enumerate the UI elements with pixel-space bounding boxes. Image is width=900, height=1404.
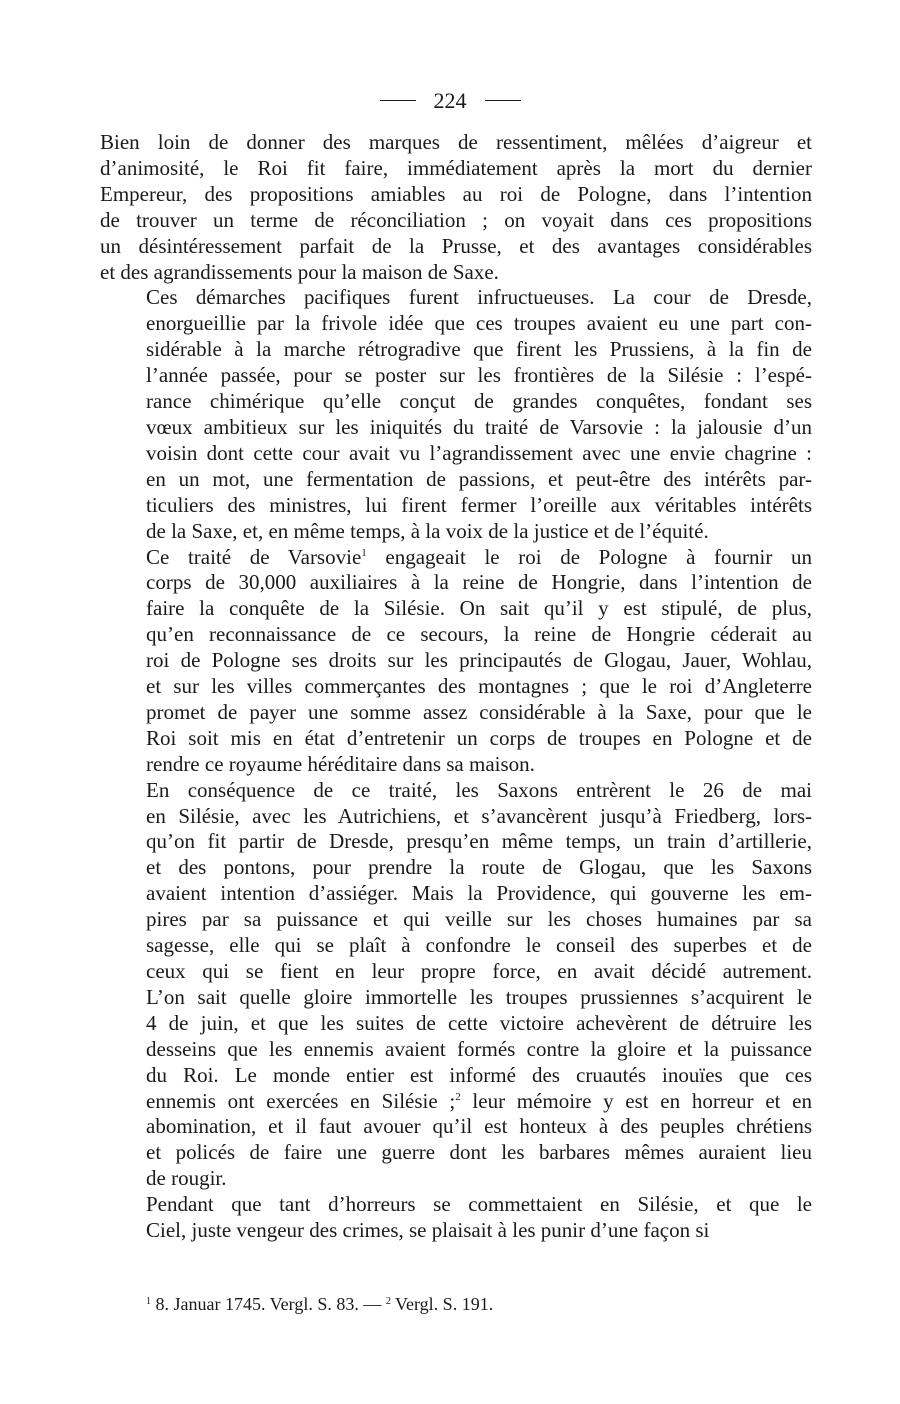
header-dash-right <box>485 100 521 101</box>
text-line: En conséquence de ce traité, les Saxons entrèrent le 26 de mai <box>146 777 812 802</box>
text-line: du Roi. Le monde entier est informé des cruautés inouïes que ces <box>146 1062 812 1087</box>
text-line: Ciel, juste vengeur des crimes, se plaisait à les punir d’une façon si <box>146 1218 710 1243</box>
text-line: d’animosité, le Roi fit faire, immédiatement après la mort du dernier <box>100 155 812 180</box>
footnotes <box>146 1292 493 1316</box>
text-line: sidérable à la marche rétrogradive que firent les Prussiens, à la fin de <box>146 337 812 362</box>
footnote-1: 8. Januar 1745. Vergl. S. 83. — <box>155 1294 382 1314</box>
text-line: sagesse, elle qui se plaît à confondre le conseil des superbes et de <box>146 933 812 958</box>
paragraph <box>100 285 812 544</box>
text-line: roi de Pologne ses droits sur les principautés de Glogau, Jauer, Wohlau, <box>146 648 812 673</box>
text-line: abomination, et il faut avouer qu’il est honteux à des peuples chrétiens <box>146 1114 812 1139</box>
text-line: enorgueillie par la frivole idée que ces troupes avaient eu une part con- <box>146 311 812 336</box>
footnote-ref: 1 <box>361 546 367 559</box>
paragraph <box>100 1192 812 1244</box>
text-line: en un mot, une fermentation de passions, et peut-être des intérêts par- <box>146 466 812 491</box>
body-text <box>100 130 812 1244</box>
text-line: Pendant que tant d’horreurs se commettaient en Silésie, et que le <box>146 1192 812 1217</box>
text-line: ennemis ont exercées en Silésie ;$^2$ leur mémoire y est en horreur et en <box>146 1088 812 1113</box>
text-line: L’on sait quelle gloire immortelle les troupes prussiennes s’acquirent le <box>146 984 812 1009</box>
header-dash-left <box>380 100 416 101</box>
text-line: et des pontons, pour prendre la route de Glogau, que les Saxons <box>146 855 812 880</box>
text-line: promet de payer une somme assez considérable à la Saxe, pour que le <box>146 699 812 724</box>
text-line: rance chimérique qu’elle conçut de grandes conquêtes, fondant ses <box>146 389 812 414</box>
text-line: de rougir. <box>146 1166 227 1191</box>
text-line: faire la conquête de la Silésie. On sait qu’il y est stipulé, de plus, <box>146 596 812 621</box>
text-line: ticuliers des ministres, lui firent fermer l’oreille aux véritables intérêts <box>146 492 812 517</box>
text-line: Ces démarches pacifiques furent infructueuses. La cour de Dresde, <box>146 285 812 310</box>
text-line: rendre ce royaume héréditaire dans sa maison. <box>146 751 535 776</box>
text-line: vœux ambitieux sur les iniquités du traité de Varsovie : la jalousie d’un <box>146 414 812 439</box>
paragraph <box>100 545 812 778</box>
text-line: de la Saxe, et, en même temps, à la voix de la justice et de l’équité. <box>146 518 709 543</box>
text-line: de trouver un terme de réconciliation ; on voyait dans ces propositions <box>100 207 812 232</box>
text-line: voisin dont cette cour avait vu l’agrandissement avec une envie chagrine : <box>146 440 812 465</box>
paragraph <box>100 778 812 1193</box>
footnote-2: Vergl. S. 191. <box>395 1294 494 1314</box>
footnote-ref: 2 <box>455 1090 461 1103</box>
text-line: un désintéressement parfait de la Prusse, et des avantages considérables <box>100 233 812 258</box>
text-line: 4 de juin, et que les suites de cette victoire achevèrent de détruire les <box>146 1010 812 1035</box>
text-line: pires par sa puissance et qui veille sur les choses humaines par sa <box>146 907 812 932</box>
footnote-marker-1: 1 <box>146 1296 151 1307</box>
text-line: et policés de faire une guerre dont les barbares mêmes auraient lieu <box>146 1140 812 1165</box>
footnote-marker-2: 2 <box>385 1296 391 1307</box>
text-line: qu’en reconnaissance de ce secours, la reine de Hongrie céderait au <box>146 622 812 647</box>
text-line: avaient intention d’assiéger. Mais la Providence, qui gouverne les em- <box>146 881 812 906</box>
text-line: Empereur, des propositions amiables au roi de Pologne, dans l’intention <box>100 181 812 206</box>
text-line: en Silésie, avec les Autrichiens, et s’avancèrent jusqu’à Friedberg, lors- <box>146 803 812 828</box>
text-line: Bien loin de donner des marques de ressentiment, mêlées d’aigreur et <box>100 130 812 154</box>
text-line: corps de 30,000 auxiliaires à la reine de Hongrie, dans l’intention de <box>146 570 812 595</box>
page-number: 224 <box>433 88 467 113</box>
text-line: Roi soit mis en état d’entretenir un corps de troupes en Pologne et de <box>146 725 812 750</box>
paragraph <box>100 130 812 285</box>
text-line: Ce traité de Varsovie$^1$ engageait le roi de Pologne à fournir un <box>146 544 812 569</box>
text-line: ceux qui se fient en leur propre force, en avait décidé autrement. <box>146 959 812 983</box>
text-line: et des agrandissements pour la maison de Saxe. <box>100 259 499 284</box>
text-line: l’année passée, pour se poster sur les frontières de la Silésie : l’espé- <box>146 363 812 388</box>
text-line: qu’on fit partir de Dresde, presqu’en même temps, un train d’artillerie, <box>146 829 812 854</box>
text-line: desseins que les ennemis avaient formés contre la gloire et la puissance <box>146 1036 812 1061</box>
page-header <box>0 88 900 114</box>
text-line: et sur les villes commerçantes des montagnes ; que le roi d’Angleterre <box>146 674 812 699</box>
